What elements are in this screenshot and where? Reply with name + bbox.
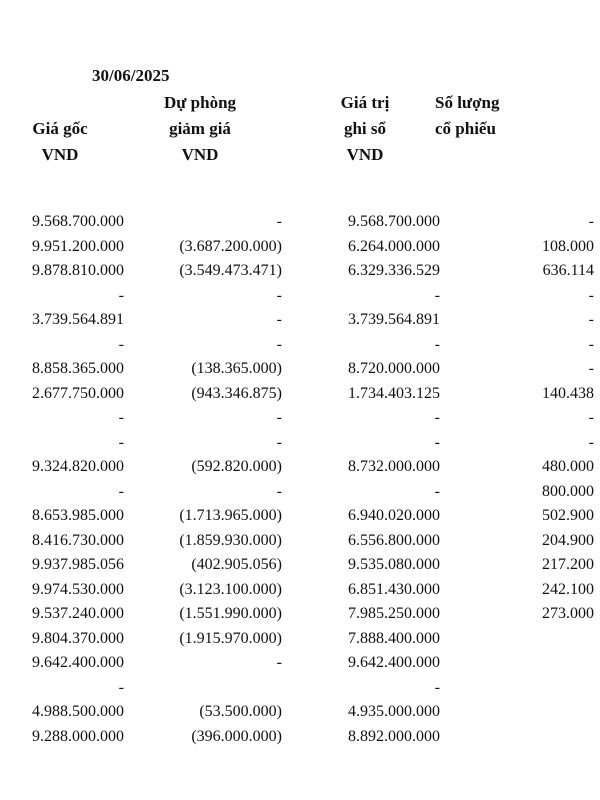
- cell-cost: 9.804.370.000: [32, 629, 124, 647]
- header-cost: [0, 116, 120, 168]
- header-shares-line: Số lượng: [435, 93, 500, 112]
- cell-carrying: 8.892.000.000: [348, 727, 440, 745]
- cell-cost: 9.951.200.000: [32, 237, 124, 255]
- cell-carrying: 4.935.000.000: [348, 703, 440, 720]
- table-row: [0, 480, 600, 505]
- cell-shares: -: [588, 433, 594, 451]
- cell-provision: (138.365.000): [191, 360, 282, 377]
- cell-carrying: -: [434, 409, 440, 426]
- cell-cost: 9.974.530.000: [32, 580, 124, 598]
- cell-carrying: -: [434, 335, 440, 353]
- header-carrying-line: VND: [346, 145, 384, 164]
- cell-carrying: 9.535.080.000: [348, 556, 440, 573]
- cell-shares: 636.114: [542, 262, 594, 279]
- table-row: [0, 284, 600, 309]
- cell-shares: -: [588, 286, 594, 304]
- cell-cost: 8.416.730.000: [32, 531, 124, 549]
- cell-cost: 9.568.700.000: [32, 213, 124, 230]
- header-cost-line: Giá gốc: [32, 119, 88, 138]
- cell-provision: -: [276, 213, 282, 230]
- cell-shares: -: [588, 335, 594, 353]
- header-provision-line: Dự phòng: [163, 93, 237, 112]
- table-row: [0, 259, 600, 284]
- cell-provision: -: [276, 409, 282, 426]
- cell-cost: -: [118, 482, 124, 500]
- table-row: [0, 578, 600, 603]
- table-row: [0, 651, 600, 676]
- table-row: [0, 504, 600, 529]
- cell-cost: -: [118, 335, 124, 353]
- cell-provision: -: [276, 286, 282, 304]
- cell-shares: 204.900: [542, 531, 594, 549]
- table-row: [0, 725, 600, 750]
- cell-carrying: 3.739.564.891: [348, 311, 440, 328]
- cell-cost: 2.677.750.000: [32, 384, 124, 402]
- cell-cost: -: [118, 409, 124, 426]
- cell-carrying: 1.734.403.125: [348, 384, 440, 402]
- cell-cost: 9.937.985.056: [32, 556, 124, 573]
- cell-carrying: 6.851.430.000: [348, 580, 440, 598]
- cell-carrying: 7.888.400.000: [348, 629, 440, 647]
- cell-provision: -: [276, 335, 282, 353]
- cell-shares: 800.000: [542, 482, 594, 500]
- cell-cost: 9.537.240.000: [32, 605, 124, 622]
- cell-shares: 480.000: [542, 458, 594, 475]
- cell-provision: (402.905.056): [191, 556, 282, 573]
- cell-cost: -: [118, 433, 124, 451]
- cell-provision: -: [276, 433, 282, 451]
- cell-cost: 9.642.400.000: [32, 654, 124, 671]
- header-provision: [120, 90, 280, 168]
- header-shares-line: cổ phiếu: [435, 119, 496, 138]
- table-row: [0, 235, 600, 260]
- cell-carrying: -: [434, 678, 440, 696]
- header-provision-line: VND: [181, 145, 219, 164]
- cell-carrying: -: [434, 482, 440, 500]
- cell-cost: 4.988.500.000: [32, 703, 124, 720]
- cell-carrying: -: [434, 286, 440, 304]
- header-provision-line: giảm giá: [169, 119, 231, 138]
- table-row: [0, 431, 600, 456]
- cell-shares: -: [588, 311, 594, 328]
- cell-provision: -: [276, 654, 282, 671]
- cell-provision: (1.713.965.000): [179, 507, 282, 524]
- cell-provision: -: [276, 311, 282, 328]
- table-row: [0, 406, 600, 431]
- header-carrying-line: ghi sổ: [343, 119, 387, 138]
- cell-carrying: -: [434, 433, 440, 451]
- cell-carrying: 6.940.020.000: [348, 507, 440, 524]
- cell-provision: (1.859.930.000): [179, 531, 282, 549]
- cell-shares: 108.000: [542, 237, 594, 255]
- cell-provision: (1.915.970.000): [179, 629, 282, 647]
- table-row: [0, 676, 600, 701]
- cell-shares: -: [588, 213, 594, 230]
- cell-carrying: 9.642.400.000: [348, 654, 440, 671]
- cell-carrying: 8.732.000.000: [348, 458, 440, 475]
- table-row: [0, 308, 600, 333]
- cell-shares: 242.100: [542, 580, 594, 598]
- table-row: [0, 455, 600, 480]
- table-row: [0, 333, 600, 358]
- cell-provision: (3.549.473.471): [179, 262, 282, 279]
- table-row: [0, 553, 600, 578]
- cell-provision: (1.551.990.000): [179, 605, 282, 622]
- table-row: [0, 700, 600, 725]
- header-carrying-line: Giá trị: [340, 93, 390, 112]
- cell-shares: -: [588, 360, 594, 377]
- table-row: [0, 529, 600, 554]
- table-row: [0, 602, 600, 627]
- header-carrying-value: [300, 90, 430, 168]
- table-row: [0, 627, 600, 652]
- cell-shares: 140.438: [542, 384, 594, 402]
- cell-shares: 502.900: [542, 507, 594, 524]
- cell-provision: -: [276, 482, 282, 500]
- table-row: [0, 382, 600, 407]
- period-date: 30/06/2025: [92, 66, 170, 85]
- cell-carrying: 7.985.250.000: [348, 605, 440, 622]
- cell-shares: 273.000: [542, 605, 594, 622]
- cell-shares: -: [588, 409, 594, 426]
- table-body: [0, 210, 600, 749]
- header-cost-line: VND: [41, 145, 79, 164]
- cell-provision: (396.000.000): [191, 727, 282, 745]
- cell-cost: 9.288.000.000: [32, 727, 124, 745]
- cell-provision: (3.123.100.000): [179, 580, 282, 598]
- cell-cost: 8.653.985.000: [32, 507, 124, 524]
- cell-cost: 9.878.810.000: [32, 262, 124, 279]
- cell-provision: (943.346.875): [191, 384, 282, 402]
- cell-carrying: 6.264.000.000: [348, 237, 440, 255]
- cell-provision: (53.500.000): [199, 703, 282, 720]
- cell-provision: (592.820.000): [191, 458, 282, 475]
- cell-carrying: 9.568.700.000: [348, 213, 440, 230]
- cell-cost: -: [118, 678, 124, 696]
- table-row: [0, 357, 600, 382]
- cell-carrying: 6.556.800.000: [348, 531, 440, 549]
- cell-provision: (3.687.200.000): [179, 237, 282, 255]
- cell-cost: 8.858.365.000: [32, 360, 124, 377]
- table-row: [0, 210, 600, 235]
- cell-carrying: 8.720.000.000: [348, 360, 440, 377]
- cell-carrying: 6.329.336.529: [348, 262, 440, 279]
- cell-shares: 217.200: [542, 556, 594, 573]
- cell-cost: -: [118, 286, 124, 304]
- cell-cost: 9.324.820.000: [32, 458, 124, 475]
- header-share-count: [435, 90, 545, 142]
- cell-cost: 3.739.564.891: [32, 311, 124, 328]
